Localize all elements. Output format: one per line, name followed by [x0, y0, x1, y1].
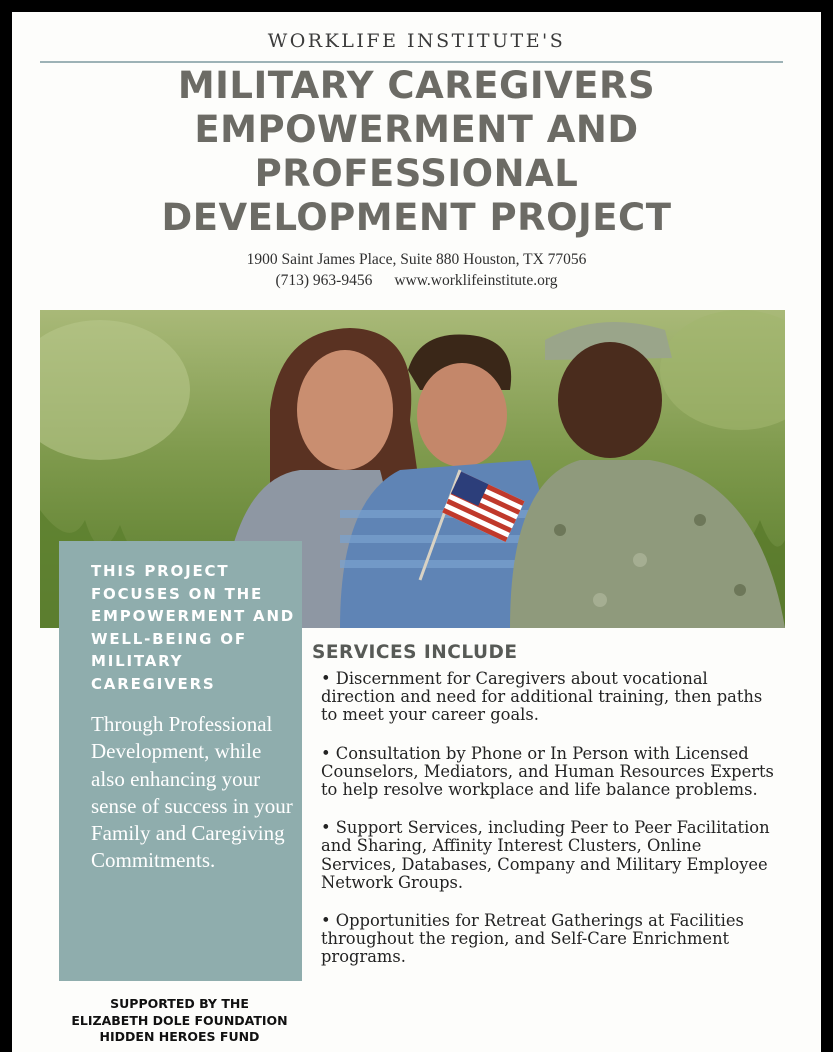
title-line: MILITARY CAREGIVERS: [177, 64, 656, 107]
funding-credit: [62, 996, 297, 1046]
title-line: EMPOWERMENT AND: [194, 108, 639, 151]
title-line: PROFESSIONAL: [254, 152, 579, 195]
street-address: 1900 Saint James Place, Suite 880 Houston, TX 77056: [246, 251, 587, 268]
flyer-page: [12, 12, 821, 1052]
services-heading: SERVICES INCLUDE: [312, 642, 518, 663]
project-focus-body: Through Professional Development, while also enhancing your sense of success in your Family and Caregiving Commitments.: [91, 712, 293, 873]
organization-kicker: WORKLIFE INSTITUTE'S: [267, 30, 566, 52]
service-item: • Discernment for Caregivers about vocational direction and need for additional training, then paths to meet your career goals.: [321, 669, 763, 725]
service-item: • Opportunities for Retreat Gatherings at Facilities throughout the region, and Self-Care Enrichment programs.: [321, 911, 744, 967]
website-link[interactable]: www.worklifeinstitute.org: [394, 272, 558, 289]
header-rule: [40, 61, 783, 63]
page-title: [12, 64, 821, 240]
funding-credit-line: SUPPORTED BY THE: [110, 996, 249, 1011]
contact-block: [12, 249, 821, 291]
funding-credit-line: ELIZABETH DOLE FOUNDATION: [71, 1012, 288, 1028]
funding-credit-line: HIDDEN HEROES FUND: [99, 1029, 260, 1044]
service-item: • Consultation by Phone or In Person with Licensed Counselors, Mediators, and Human Resources Experts to help resolve workplace and life balance problems.: [321, 743, 774, 800]
services-list: [321, 670, 781, 987]
project-focus-heading: THIS PROJECT FOCUSES ON THE EMPOWERMENT AND WELL-BEING OF MILITARY CAREGIVERS: [91, 562, 296, 693]
service-item: • Support Services, including Peer to Peer Facilitation and Sharing, Affinity Interest Clusters, Online Services, Databases, Company and Military Employee Network Groups.: [321, 818, 770, 892]
project-focus-panel: [59, 541, 302, 981]
phone-number: (713) 963-9456: [275, 272, 373, 289]
title-line: DEVELOPMENT PROJECT: [161, 196, 672, 239]
